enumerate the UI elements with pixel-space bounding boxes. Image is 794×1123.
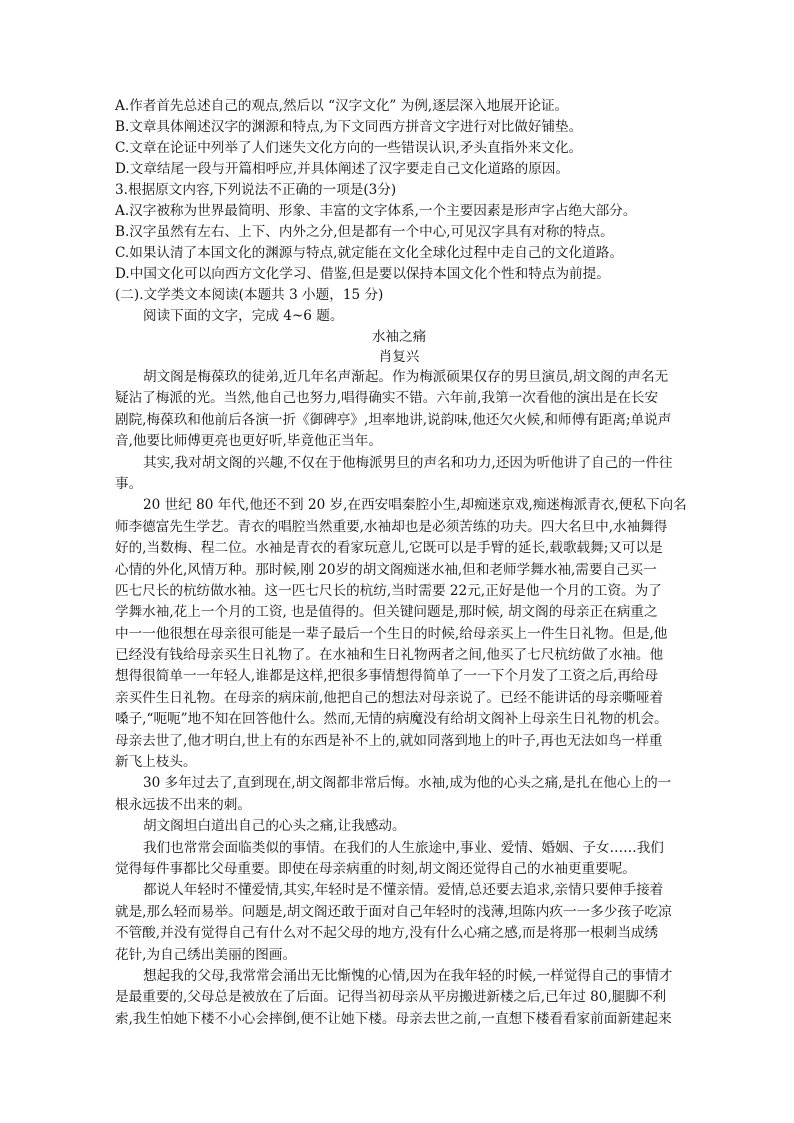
reading-instruction: 阅读下面的文字，完成 4~6 题。 [143, 308, 344, 324]
article-paragraph [115, 453, 683, 496]
paragraph-line: 好的,当数梅、程二位。水袖是青衣的看家玩意儿,它既可以是手臂的延长,载歌载舞;又可以是 [115, 540, 663, 557]
q2-option-c: C.文章在论证中列举了人们迷失文化方向的一些错误认识,矛头直指外来文化。 [115, 140, 583, 156]
paragraph-line: 其实,我对胡文阁的兴趣,不仅在于他梅派男旦的声名和功力,还因为听他讲了自己的一件往 [143, 454, 673, 471]
paragraph-line: 胡文阁坦白道出自己的心头之痛,让我感动。 [143, 818, 406, 835]
q3-option-d: D.中国文化可以向西方文化学习、借鉴,但是要以保持本国文化个性和特点为前提。 [115, 266, 610, 282]
q2-option-d: D.文章结尾一段与开篇相呼应,并具体阐述了汉字要走自己文化道路的原因。 [115, 161, 570, 177]
article-paragraph [115, 773, 683, 816]
q3-option-c: C.如果认清了本国文化的渊源与特点,就定能在文化全球化过程中走自己的文化道路。 [115, 245, 623, 261]
q3-option-a: A.汉字被称为世界最简明、形象、丰富的文字体系,一个主要因素是形声字占绝大部分。 [115, 203, 637, 219]
paragraph-line: 我们也常常会面临类似的事情。在我们的人生旅途中,事业、爱情、婚姻、子女……我们 [143, 839, 664, 856]
paragraph-line: 事。 [115, 475, 143, 492]
paragraph-line: 疑沾了梅派的光。当然,他自己也努力,唱得确实不错。六年前,我第一次看他的演出是在长安 [115, 390, 659, 407]
paragraph-line: 不管酸,并没有觉得自己有什么对不起父母的地方,没有什么心痛之感,而是将那一根刺当成绣 [115, 925, 659, 942]
paragraph-line: 索,我生怕她下楼不小心会摔倒,便不让她下楼。母亲去世之前,一直想下楼看看家前面新建起来 [115, 1010, 672, 1027]
article-paragraph [115, 966, 683, 1030]
article-paragraph [115, 880, 683, 966]
paragraph-line: 20 世纪 80 年代,他还不到 20 岁,在西安唱秦腔小生,却痴迷京戏,痴迷梅派青衣,便私下向名 [143, 497, 687, 514]
paragraph-line: 剧院,梅葆玖和他前后各演一折《御碑亭》,坦率地讲,说韵味,他还欠火候,和师傅有距离;单说声 [115, 411, 672, 428]
paragraph-line: 花针,为自己绣出美丽的图画。 [115, 946, 297, 963]
paragraph-line: 心情的外化,风情万种。那时候,刚 20岁的胡文阁痴迷水袖,但和老师学舞水袖,需要自己买一 [115, 561, 657, 578]
paragraph-line: 觉得每件事都比父母重要。即使在母亲病重的时刻,胡文阁还觉得自己的水袖更重要呢。 [115, 860, 636, 877]
paragraph-line: 音,他要比师傅更亮也更好听,毕竟他正当年。 [115, 433, 382, 450]
article-title: 水袖之痛 [371, 329, 427, 345]
article-paragraph [115, 495, 687, 773]
q2-option-b: B.文章具体阐述汉字的渊源和特点,为下文同西方拼音文字进行对比做好铺垫。 [115, 119, 583, 135]
paragraph-line: 胡文阁是梅葆玖的徒弟,近几年名声渐起。作为梅派硕果仅存的男旦演员,胡文阁的声名无 [143, 369, 669, 385]
q2-options [115, 96, 683, 180]
paragraph-line: 30 多年过去了,直到现在,胡文阁都非常后悔。水袖,成为他的心头之痛,是扎在他心上的一 [143, 775, 672, 792]
paragraph-line: 新飞上枝头。 [115, 754, 197, 771]
paragraph-line: 已经没有钱给母亲买生日礼物了。在水袖和生日礼物两者之间,他买了七尺杭纺做了水袖。他 [115, 647, 664, 664]
paragraph-line: 是最重要的,父母总是被放在了后面。记得当初母亲从平房搬进新楼之后,已年过 80,腿脚不利 [115, 989, 667, 1006]
article-body [115, 367, 687, 1030]
paragraph-line: 就是,那么轻而易举。问题是,胡文阁还敢于面对自己年轻时的浅薄,坦陈内疚一一多少孩子吃凉 [115, 903, 672, 920]
q3-option-b: B.汉字虽然有左右、上下、内外之分,但是都有一个中心,可见汉字具有对称的特点。 [115, 224, 614, 240]
paragraph-line: 都说人年轻时不懂爱情,其实,年轻时是不懂亲情。爱情,总还要去追求,亲情只要伸手接着 [143, 882, 664, 899]
paragraph-line: 嗓子,“呃呃”地不知在回答他什么。然而,无情的病魔没有给胡文阁补上母亲生日礼物的机会。 [115, 711, 668, 728]
paragraph-line: 根永远拔不出来的刺。 [115, 796, 251, 813]
paragraph-line: 想起我的父母,我常常会涌出无比惭愧的心情,因为在我年轻的时候,一样觉得自己的事情才 [143, 967, 673, 984]
paragraph-line: 想得很简单一一年轻人,谁都是这样,把很多事情想得简单了一一下个月发了工资之后,再给母 [115, 668, 659, 685]
article-paragraph [115, 838, 683, 881]
paragraph-line: 匹七尺长的杭纺做水袖。这一匹七尺长的杭纺,当时需要 22元,正好是他一个月的工资。为了 [115, 582, 662, 599]
section-heading: (二).文学类文本阅读(本题共 3 小题，15 分) [115, 287, 384, 303]
page-content [115, 96, 687, 1030]
paragraph-line: 母亲去世了,他才明白,世上有的东西是补不上的,就如同落到地上的叶子,再也无法如鸟一样重 [115, 732, 663, 749]
article-paragraph [115, 367, 683, 453]
paragraph-line: 学舞水袖,花上一个月的工资, 也是值得的。但关键问题是,那时候, 胡文阁的母亲正在病重之 [115, 604, 658, 621]
question-3: 3.根据原文内容,下列说法不正确的一项是(3分) [115, 182, 397, 198]
paragraph-line: 师李德富先生学艺。青衣的唱腔当然重要,水袖却也是必须苦练的功夫。四大名旦中,水袖舞得 [115, 518, 668, 535]
article-author: 肖复兴 [378, 349, 420, 365]
q2-option-a: A.作者首先总述自己的观点,然后以 “汉字文化” 为例,逐层深入地展开论证。 [115, 98, 569, 114]
paragraph-line: 亲买件生日礼物。在母亲的病床前,他把自己的想法对母亲说了。已经不能讲话的母亲嘶哑着 [115, 689, 664, 706]
q3-options [115, 201, 683, 285]
article-paragraph [115, 816, 683, 837]
paragraph-line: 中一一他很想在母亲很可能是一辈子最后一个生日的时候,给母亲买上一件生日礼物。但是,他 [115, 625, 668, 642]
